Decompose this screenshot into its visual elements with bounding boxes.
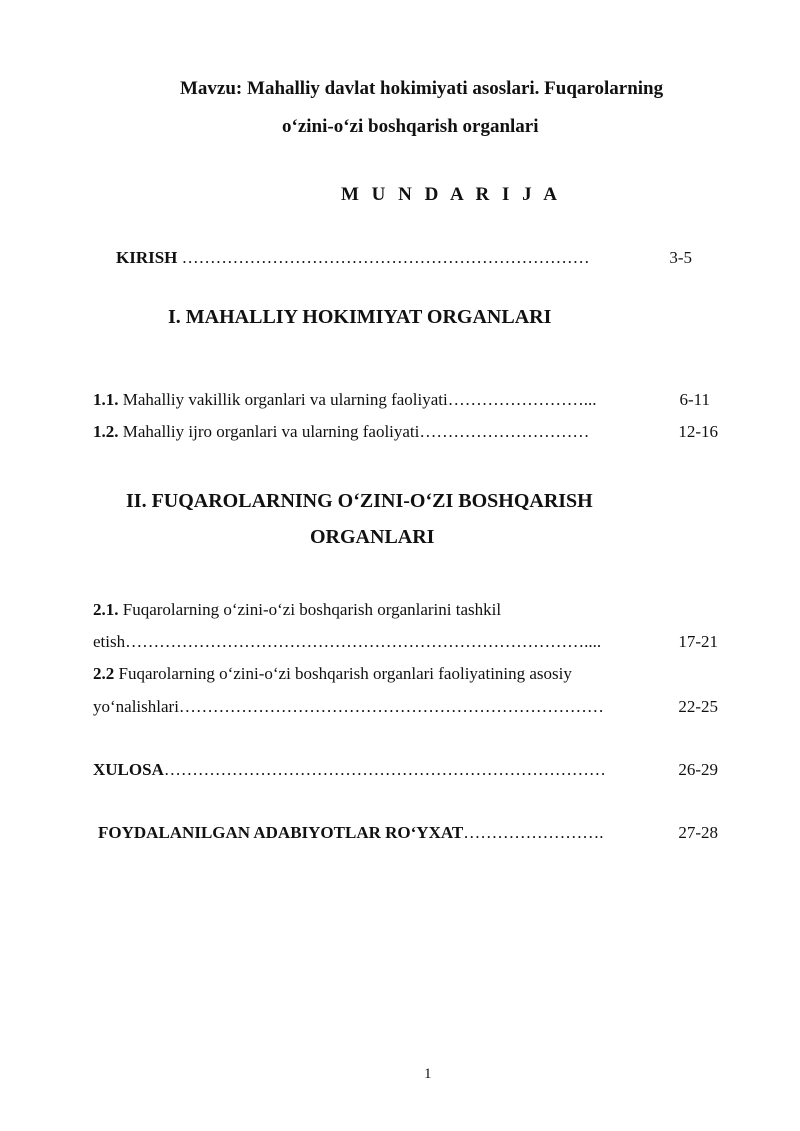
toc-entry-intro-pages: 3-5 [669,248,692,267]
toc-entry-1-1-text: Mahalliy vakillik organlari va ularning faoliyati……………………... [118,390,597,409]
toc-entry-1-2-pages: 12-16 [678,422,718,441]
toc-entry-bibliography-label: FOYDALANILGAN ADABIYOTLAR RO‘YXAT [98,823,464,842]
toc-entry-2-1-pages: 17-21 [678,632,718,651]
section-2-heading-line1: II. FUQAROLARNING O‘ZINI-O‘ZI BOSHQARISH [126,490,593,512]
toc-entry-conclusion-label: XULOSA [93,760,164,779]
document-title-line1: Mavzu: Mahalliy davlat hokimiyati asoslari. Fuqarolarning [180,78,664,99]
toc-entry-conclusion-leader: …………………………………………………………………… [163,760,606,779]
page-number: 1 [424,1066,432,1082]
toc-entry-2-2-text-line1: Fuqarolarning o‘zini-o‘zi boshqarish organlari faoliyatining asosiy [114,664,572,683]
toc-entry-1-2[interactable] [93,422,589,442]
toc-entry-1-1[interactable] [93,390,596,410]
toc-entry-2-1-text-line1: Fuqarolarning o‘zini-o‘zi boshqarish organlarini tashkil [118,600,502,619]
section-1-heading: I. MAHALLIY HOKIMIYAT ORGANLARI [168,306,552,328]
toc-heading: M U N D A R I J A [341,184,562,205]
toc-entry-1-2-number: 1.2. [93,422,119,441]
toc-entry-intro[interactable] [116,248,590,268]
toc-entry-2-1-number: 2.1. [93,600,119,619]
toc-entry-intro-leader: ……………………………………………………………… [177,248,590,267]
toc-entry-bibliography[interactable] [98,823,603,843]
toc-entry-1-1-pages: 6-11 [679,390,710,409]
document-title-line2: o‘zini-o‘zi boshqarish organlari [282,116,539,137]
toc-entry-1-2-text: Mahalliy ijro organlari va ularning faoliyati………………………… [118,422,590,441]
toc-entry-intro-label: KIRISH [116,248,178,267]
toc-entry-2-2-number: 2.2 [93,664,115,683]
toc-entry-1-1-number: 1.1. [93,390,119,409]
toc-entry-2-2-text-line2: yo‘nalishlari………………………………………………………………… [93,697,604,716]
toc-entry-conclusion[interactable] [93,760,606,780]
toc-entry-bibliography-pages: 27-28 [678,823,718,842]
section-2-heading-line2: ORGANLARI [310,526,435,548]
toc-entry-2-2-pages: 22-25 [678,697,718,716]
toc-entry-bibliography-leader: ……………………. [463,823,604,842]
toc-entry-2-1[interactable] [93,600,501,620]
toc-entry-2-2[interactable] [93,664,572,684]
toc-entry-2-1-text-line2: etish……………………………………………………………………….... [93,632,602,651]
toc-entry-conclusion-pages: 26-29 [678,760,718,779]
